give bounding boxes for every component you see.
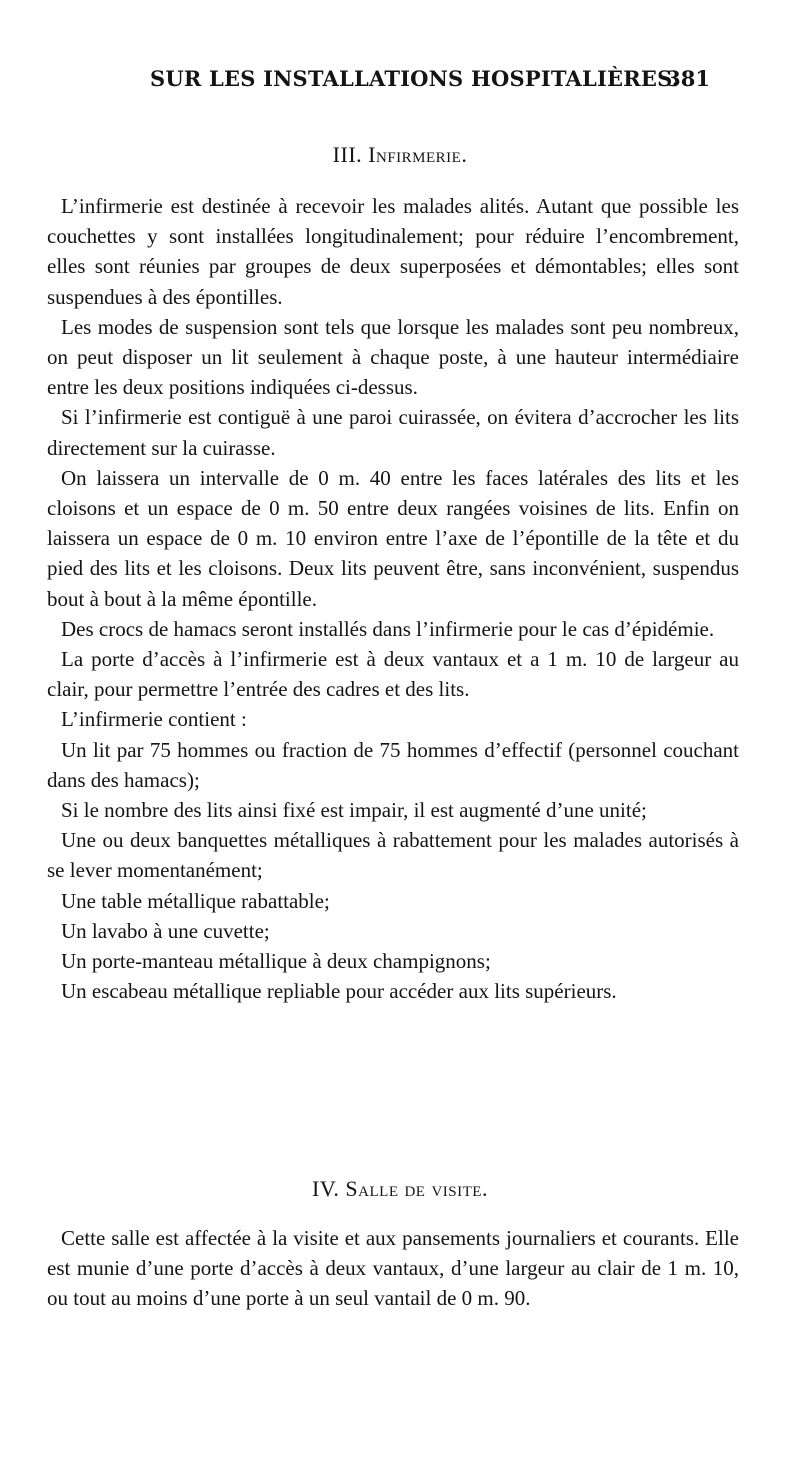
section-body-infirmerie <box>47 191 739 1006</box>
section-heading-salle-de-visite <box>0 1176 800 1202</box>
paragraph: Des crocs de hamacs seront installés dans l’infirmerie pour le cas d’épidémie. <box>61 616 715 641</box>
paragraph: La porte d’accès à l’infirmerie est à deux vantaux et a 1 m. 10 de largeur au clair, pour permettre l’entrée des cadres et des lits. <box>47 647 739 702</box>
running-title: SUR LES INSTALLATIONS HOSPITALIÈRES. <box>150 66 680 91</box>
page-number: 381 <box>666 66 710 91</box>
running-head <box>150 66 710 96</box>
section-number: IV. <box>312 1176 340 1201</box>
list-item: Un lit par 75 hommes ou fraction de 75 hommes d’effectif (personnel couchant dans des hamacs); <box>47 737 739 792</box>
paragraph: Cette salle est affectée à la visite et aux pansements journaliers et courants. Elle est munie d’une porte d’accès à deux vantaux, d’une largeur au clair de 1 m. 10, ou tout au moins d’une porte à un seul vantail de 0 m. 90. <box>47 1226 739 1311</box>
paragraph: L’infirmerie est destinée à recevoir les malades alités. Autant que possible les couchettes y sont installées longitudinalement; pour réduire l’encombrement, elles sont réunies par groupes de deux superposées et démontables; elles sont suspendues à des épontilles. <box>47 194 739 309</box>
section-title: Salle de visite. <box>345 1176 488 1201</box>
section-heading-infirmerie <box>0 142 800 168</box>
list-item: Si le nombre des lits ainsi fixé est impair, il est augmenté d’une unité; <box>61 798 647 823</box>
paragraph: Les modes de suspension sont tels que lorsque les malades sont peu nombreux, on peut disposer un lit seulement à chaque poste, à une hauteur intermédiaire entre les deux positions indiquées ci-dessus. <box>47 314 739 400</box>
paragraph: On laissera un intervalle de 0 m. 40 entre les faces latérales des lits et les cloisons et un espace de 0 m. 50 entre deux rangées voisines de lits. Enfin on laissera un espace de 0 m. 10 environ entre l’axe de l’épontille de la tête et du pied des lits et les cloisons. Deux lits peuvent être, sans inconvénient, suspendus bout à bout à la même épontille. <box>47 465 739 611</box>
section-body-salle-de-visite <box>47 1223 739 1314</box>
section-title: Infirmerie. <box>368 142 468 167</box>
list-item: Un porte-manteau métallique à deux champignons; <box>61 949 491 974</box>
list-item: Un escabeau métallique repliable pour accéder aux lits supérieurs. <box>61 979 617 1004</box>
list-item: Un lavabo à une cuvette; <box>61 918 270 943</box>
section-number: III. <box>332 142 363 167</box>
list-item: Une ou deux banquettes métalliques à rabattement pour les malades autorisés à se lever momentanément; <box>47 828 739 883</box>
paragraph: Si l’infirmerie est contiguë à une paroi cuirassée, on évitera d’accrocher les lits directement sur la cuirasse. <box>47 405 739 460</box>
list-item: Une table métallique rabattable; <box>61 888 330 913</box>
paragraph: L’infirmerie contient : <box>61 707 247 732</box>
